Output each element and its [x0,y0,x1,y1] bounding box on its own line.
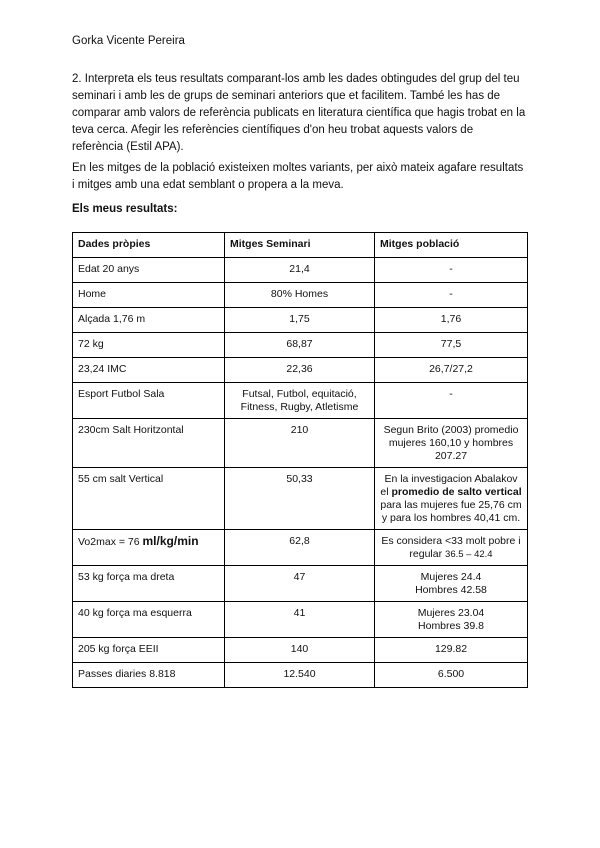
table-row [73,566,528,602]
table-row [73,258,528,283]
cell-own: Home [73,283,225,308]
table-row [73,419,528,468]
cell-seminar: 68,87 [225,333,375,358]
cell-own: 53 kg força ma dreta [73,566,225,602]
cell-own: 40 kg força ma esquerra [73,602,225,638]
cell-line: Mujeres 23.04 [417,607,485,619]
cell-population [375,468,528,530]
cell-population [375,566,528,602]
cell-text: Vo2max = 76 [78,536,143,548]
intro-paragraph: En les mitges de la població existeixen moltes variants, per això mateix agafare resultats i mitges amb una edat semblant o propera a la meva. [72,162,524,191]
cell-own: 230cm Salt Horitzontal [73,419,225,468]
cell-population: Segun Brito (2003) promedio mujeres 160,10 y hombres 207.27 [375,419,528,468]
table-row [73,283,528,308]
cell-seminar: 140 [225,638,375,663]
cell-seminar: 210 [225,419,375,468]
cell-seminar: 47 [225,566,375,602]
cell-own: Passes diaries 8.818 [73,663,225,688]
cell-population: 26,7/27,2 [375,358,528,383]
cell-population: - [375,383,528,419]
cell-seminar: 50,33 [225,468,375,530]
table-row [73,602,528,638]
cell-own: Alçada 1,76 m [73,308,225,333]
cell-seminar: 80% Homes [225,283,375,308]
table-row [73,468,528,530]
cell-population [375,602,528,638]
cell-population: 77,5 [375,333,528,358]
table-row [73,530,528,566]
cell-own: Esport Futbol Sala [73,383,225,419]
header-own-data: Dades pròpies [73,233,225,258]
cell-seminar: 62,8 [225,530,375,566]
cell-own: 205 kg força EEII [73,638,225,663]
cell-text: Es considera <33 molt pobre i regular [381,535,521,560]
cell-text: En la investigacion Abalakov el [380,473,518,498]
table-row [73,358,528,383]
question-paragraph: 2. Interpreta els teus resultats comparant-los amb les dades obtingudes del grup del teu seminari i amb les de grups de seminari anteriors que et facilitem. També les has de comparar amb valors de referència publicats en literatura científica que hagis trobat en la teva cerca. Afegir les referències científiques d'on heu trobat aquests valors de referència (Estil APA). [72,73,526,153]
table-row [73,638,528,663]
unit-label: ml/kg/min [142,534,199,548]
cell-seminar: Futsal, Futbol, equitació, Fitness, Rugby, Atletisme [225,383,375,419]
cell-text: para las mujeres fue 25,76 cm y para los hombres 40,41 cm. [380,499,522,524]
range-value: 36.5 – 42.4 [445,549,493,560]
table-header-row [73,233,528,258]
cell-own [73,530,225,566]
cell-own: 55 cm salt Vertical [73,468,225,530]
results-table [72,232,528,688]
header-population-average: Mitges població [375,233,528,258]
cell-population: 1,76 [375,308,528,333]
cell-population: 129.82 [375,638,528,663]
cell-emphasis: promedio de salto vertical [391,486,522,498]
table-row [73,333,528,358]
cell-line: Hombres 39.8 [418,620,484,632]
table-row [73,383,528,419]
cell-seminar: 22,36 [225,358,375,383]
table-row [73,663,528,688]
cell-own: Edat 20 anys [73,258,225,283]
cell-line: Mujeres 24.4 [420,571,482,583]
table-row [73,308,528,333]
cell-population: - [375,258,528,283]
cell-population: 6.500 [375,663,528,688]
cell-seminar: 12.540 [225,663,375,688]
cell-population [375,530,528,566]
header-seminar-average: Mitges Seminari [225,233,375,258]
cell-seminar: 21,4 [225,258,375,283]
cell-population: - [375,283,528,308]
cell-seminar: 1,75 [225,308,375,333]
section-heading: Els meus resultats: [72,203,178,215]
cell-own: 72 kg [73,333,225,358]
cell-line: Hombres 42.58 [415,584,487,596]
author-name: Gorka Vicente Pereira [72,35,185,47]
cell-seminar: 41 [225,602,375,638]
cell-own: 23,24 IMC [73,358,225,383]
